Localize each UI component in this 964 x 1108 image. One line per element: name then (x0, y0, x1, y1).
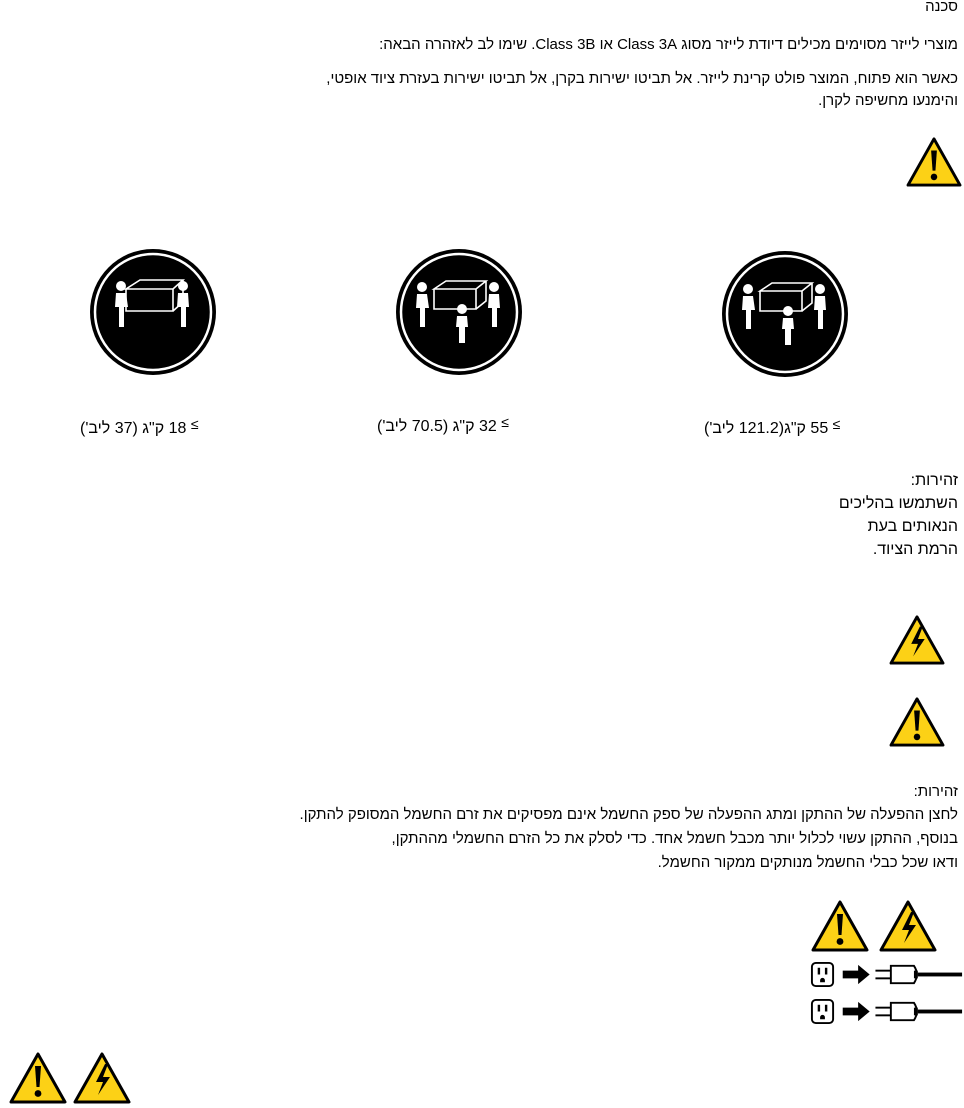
lift-caution-title: זהירות: (910, 472, 958, 489)
less-equal-symbol: ≤ (832, 416, 841, 432)
lift-weight-text: 18 ק"ג (37 ליב') (80, 420, 187, 437)
warning-triangle-icon (8, 1050, 68, 1106)
lift-caution-line-1: השתמשו בהליכים (838, 495, 958, 512)
lift-weight-32 (377, 416, 509, 437)
three-person-lift-icon (720, 249, 850, 379)
power-caution-line-3: ודאו שכל כבלי החשמל מנותקים ממקור החשמל. (657, 854, 958, 871)
lift-weight-text: 55 ק"ג(121.2 ליב') (704, 420, 829, 437)
unplug-power-cord-icon (810, 960, 964, 989)
electric-shock-icon (888, 614, 946, 666)
lift-caution-line-2: הנאותים בעת (867, 518, 958, 535)
lift-weight-18 (80, 418, 199, 439)
laser-class-text: מוצרי לייזר מסוימים מכילים דיודת לייזר מסוג Class 3A או Class 3B. שימו לב לאזהרה הבאה: (379, 36, 958, 53)
two-person-lift-icon (88, 247, 218, 377)
warning-triangle-icon (888, 696, 946, 748)
power-caution-title: זהירות: (913, 783, 958, 800)
laser-beam-text-2: והימנעו מחשיפה לקרן. (818, 92, 958, 109)
electric-shock-icon (72, 1050, 132, 1106)
lift-weight-text: 32 ק"ג (70.5 ליב') (377, 418, 497, 435)
less-equal-symbol: ≤ (190, 416, 199, 432)
three-person-lift-icon (394, 247, 524, 377)
lift-weight-55 (704, 418, 840, 439)
danger-title: סכנה (925, 0, 958, 15)
lift-caution-line-3: הרמת הציוד. (872, 541, 958, 558)
power-caution-line-2: בנוסף, ההתקן עשוי לכלול יותר מכבל חשמל אחד. כדי לסלק את כל הזרם החשמלי מההתקן, (391, 830, 958, 847)
electric-shock-icon (878, 898, 938, 954)
power-caution-line-1: לחצן ההפעלה של ההתקן ומתג ההפעלה של ספק החשמל אינם מפסיקים את זרם החשמל המסופק להתקן. (299, 806, 958, 823)
unplug-power-cord-icon (810, 997, 964, 1026)
less-equal-symbol: ≤ (501, 414, 509, 430)
warning-triangle-icon (810, 898, 870, 954)
laser-beam-text-1: כאשר הוא פתוח, המוצר פולט קרינת לייזר. אל תביטו ישירות בקרן, אל תביטו ישירות בעזרת ציוד אופטי, (326, 70, 958, 87)
warning-triangle-icon (905, 136, 963, 188)
